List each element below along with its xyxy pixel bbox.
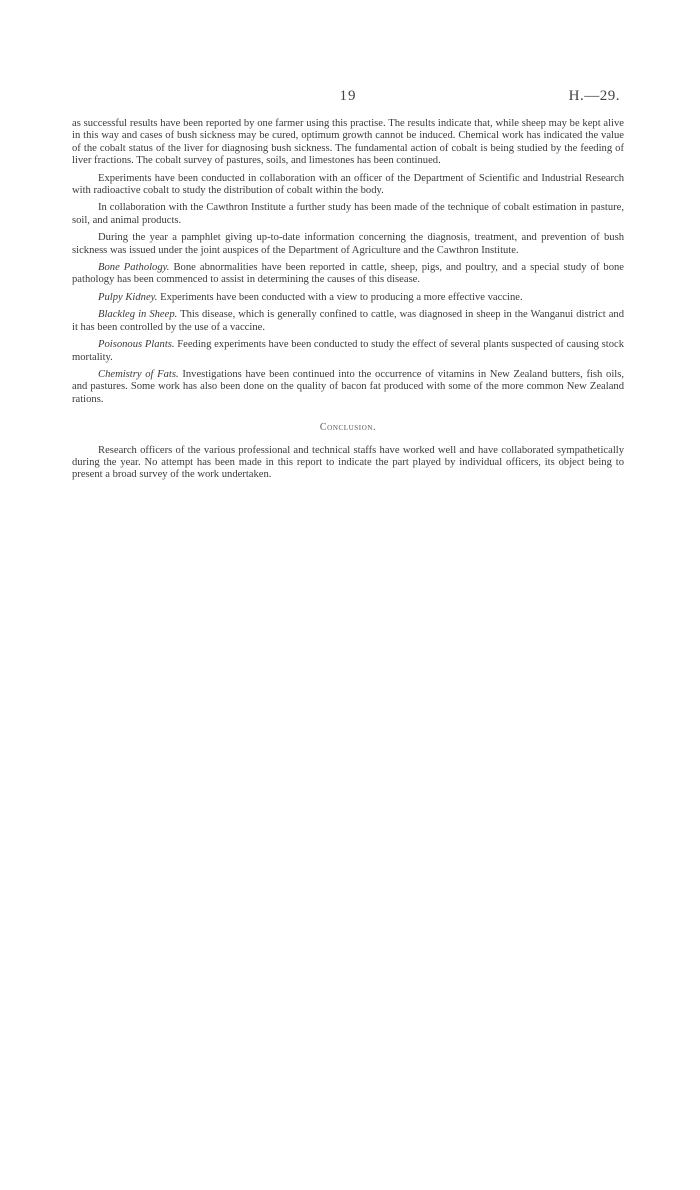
paragraph-text: Research officers of the various professional and technical staffs have worked well and have collaborated sympathetically during the year. No attempt has been made in this report to indicate the part played by individual officers, its object being to present a broad survey of the work undertaken. [72,444,624,481]
paragraph-lead: Bone Pathology. [98,262,170,274]
document-reference: H.—29. [568,88,620,104]
paragraph-text: Feeding experiments have been conducted to study the effect of several plants suspected of causing stock mortality. [72,339,624,363]
paragraph-cawthron-collaboration [72,202,624,227]
paragraph-radioactive-cobalt [72,173,624,198]
paragraph-cobalt-results [72,118,624,168]
paragraph-text: as successful results have been reported by one farmer using this practise. The results indicate that, while sheep may be kept alive in this way and cases of bush sickness may be cured, optimum growth cannot be induced. Chemical work has indicated the value of the cobalt status of the liver for diagnosing bush sickness. The fundamental action of cobalt is being studied by the feeding of liver fractions. The cobalt survey of pastures, soils, and limestones has been continued. [72,118,624,167]
paragraph-chemistry-of-fats [72,369,624,406]
paragraph-conclusion [72,445,624,482]
paragraph-poisonous-plants [72,339,624,364]
paragraph-text: Experiments have been conducted with a view to producing a more effective vaccine. [160,291,523,303]
paragraph-blackleg [72,309,624,334]
conclusion-heading: Conclusion. [319,422,377,434]
paragraph-bone-pathology [72,262,624,287]
paragraph-lead: Chemistry of Fats. [98,368,179,380]
paragraph-pulpy-kidney [72,292,624,304]
paragraph-text: Bone abnormalities have been reported in cattle, sheep, pigs, and poultry, and a special study of bone pathology has been commenced to assist in determining the causes of this disease. [72,262,624,286]
paragraph-text: During the year a pamphlet giving up-to-date information concerning the diagnosis, treatment, and prevention of bush sickness was issued under the joint auspices of the Department of Agriculture and the Cawthron Institute. [72,232,624,256]
paragraph-lead: Pulpy Kidney. [98,291,158,303]
paragraph-text: This disease, which is generally confined to cattle, was diagnosed in sheep in the Wanganui district and it has been controlled by the use of a vaccine. [72,309,625,333]
document-body [72,118,624,487]
page-header [72,88,624,108]
paragraph-lead: Poisonous Plants. [98,339,175,351]
paragraph-pamphlet [72,232,624,257]
paragraph-lead: Blackleg in Sheep. [98,309,178,321]
paragraph-text: Investigations have been continued into the occurrence of vitamins in New Zealand butters, fish oils, and pastures. Some work has also been done on the quality of bacon fat produced with some of the more common New Zealand rations. [72,368,624,405]
paragraph-text: Experiments have been conducted in collaboration with an officer of the Department of Scientific and Industrial Research with radioactive cobalt to study the distribution of cobalt within the body. [72,172,624,197]
page-number: 19 [339,88,357,104]
paragraph-text: In collaboration with the Cawthron Institute a further study has been made of the technique of cobalt estimation in pasture, soil, and animal products. [72,202,624,226]
